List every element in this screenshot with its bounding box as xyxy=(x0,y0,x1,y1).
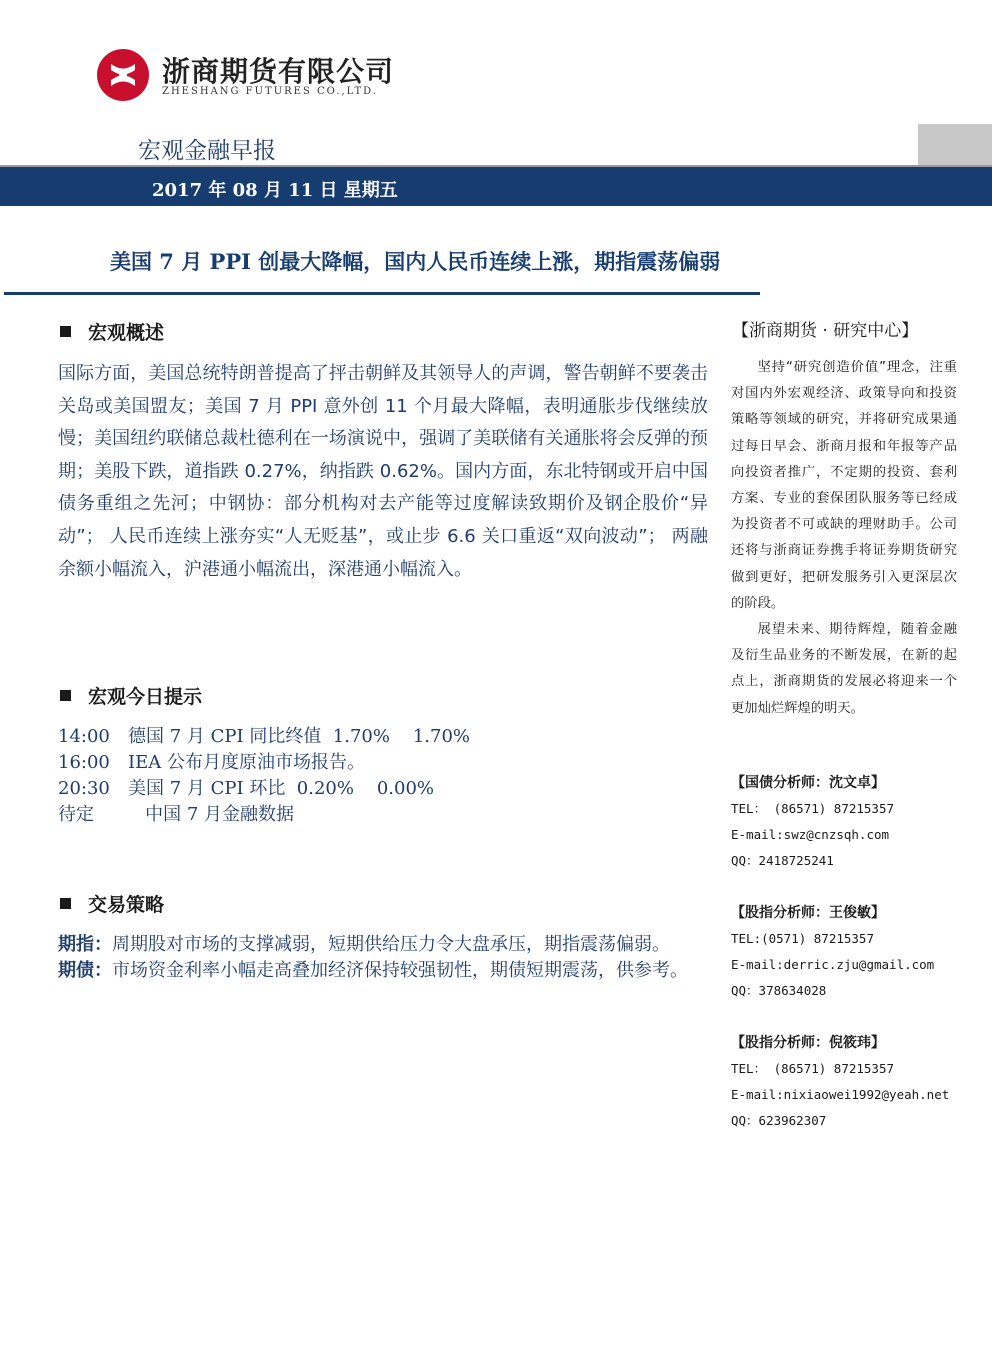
date-bar xyxy=(0,167,992,206)
strategy-list xyxy=(58,932,710,984)
analyst-qq: QQ：623962307 xyxy=(731,1113,827,1128)
headline-divider xyxy=(4,292,760,295)
analyst-qq: QQ：378634028 xyxy=(731,983,827,998)
analyst-title: 【股指分析师：倪筱玮】 xyxy=(731,1035,885,1051)
analyst-email: E-mail:nixiaowei1992@yeah.net xyxy=(731,1087,950,1102)
strategy-item: 期债：市场资金利率小幅走高叠加经济保持较强韧性，期债短期震荡，供参考。 xyxy=(58,960,688,981)
schedule-row: 20:30 美国 7 月 CPI 环比 0.20% 0.00% xyxy=(58,778,435,799)
section-heading-today: 宏观今日提示 xyxy=(60,682,202,709)
report-date: 2017 年 08 月 11 日 星期五 xyxy=(152,180,398,201)
company-name-en: ZHESHANG FUTURES CO.,LTD. xyxy=(162,86,378,97)
analyst-tel: TEL:(0571) 87215357 xyxy=(731,931,874,946)
header-grey-block xyxy=(918,124,992,165)
sidebar-intro xyxy=(731,355,957,722)
schedule-row: 16:00 IEA 公布月度原油市场报告。 xyxy=(58,752,365,773)
analyst-title: 【国债分析师：沈文卓】 xyxy=(731,775,885,791)
analyst-qq: QQ：2418725241 xyxy=(731,853,834,868)
schedule-row: 14:00 德国 7 月 CPI 同比终值 1.70% 1.70% xyxy=(58,726,471,747)
today-schedule xyxy=(58,724,718,828)
sidebar-intro-paragraph: 展望未来、期待辉煌，随着金融及衍生品业务的不断发展，在新的起点上，浙商期货的发展必将迎来一个更加灿烂辉煌的明天。 xyxy=(731,622,957,716)
report-type: 宏观金融早报 xyxy=(138,138,276,164)
analyst-email: E-mail:derric.zju@gmail.com xyxy=(731,957,935,972)
company-name-cn: 浙商期货有限公司 xyxy=(162,55,395,88)
analyst-title: 【股指分析师：王俊敏】 xyxy=(731,905,885,921)
analyst-card xyxy=(731,1030,971,1134)
sidebar-title: 【浙商期货 · 研究中心】 xyxy=(732,321,919,341)
square-bullet-icon xyxy=(60,898,71,909)
sidebar-intro-paragraph: 坚持“研究创造价值”理念，注重对国内外宏观经济、政策导向和投资策略等领域的研究，并将研究成果通过每日早会、浙商月报和年报等产品向投资者推广，不定期的投资、套利方案、专业的套保团队服务等已经成为投资者不可或缺的理财助手。公司还将与浙商证券携手将证券期货研究做到更好，把研发服务引入更深层次的阶段。 xyxy=(731,360,957,611)
company-logo-icon xyxy=(96,48,150,102)
section-heading-overview: 宏观概述 xyxy=(60,318,164,345)
analyst-email: E-mail:swz@cnzsqh.com xyxy=(731,827,890,842)
headline: 美国 7 月 PPI 创最大降幅，国内人民币连续上涨，期指震荡偏弱 xyxy=(110,249,721,274)
overview-paragraph: 国际方面，美国总统特朗普提高了抨击朝鲜及其领导人的声调，警告朝鲜不要袭击关岛或美国盟友；美国 7 月 PPI 意外创 11 个月最大降幅，表明通胀步伐继续放慢；美国纽约联储总裁杜德利在一场演说中，强调了美联储有关通胀将会反弹的预期；美股下跌，道指跌 0.27%，纳指跌 0.62%。国内方面，东北特钢或开启中国债务重组之先河；中钢协：部分机构对去产能等过度解读致期价及钢企股价“异动”； 人民币连续上涨夯实“人无贬基”，或止步 6.6 关口重返“双向波动”； 两融余额小幅流入，沪港通小幅流出，深港通小幅流入。 xyxy=(58,363,708,580)
section-heading-strategy: 交易策略 xyxy=(60,890,164,917)
strategy-item: 期指：周期股对市场的支撑减弱，短期供给压力令大盘承压，期指震荡偏弱。 xyxy=(58,934,670,955)
analyst-card xyxy=(731,770,971,874)
square-bullet-icon xyxy=(60,690,71,701)
analyst-tel: TEL： (86571) 87215357 xyxy=(731,1061,895,1076)
schedule-row: 待定 中国 7 月金融数据 xyxy=(58,804,295,825)
analyst-tel: TEL： (86571) 87215357 xyxy=(731,801,895,816)
analyst-card xyxy=(731,900,971,1004)
square-bullet-icon xyxy=(60,326,71,337)
